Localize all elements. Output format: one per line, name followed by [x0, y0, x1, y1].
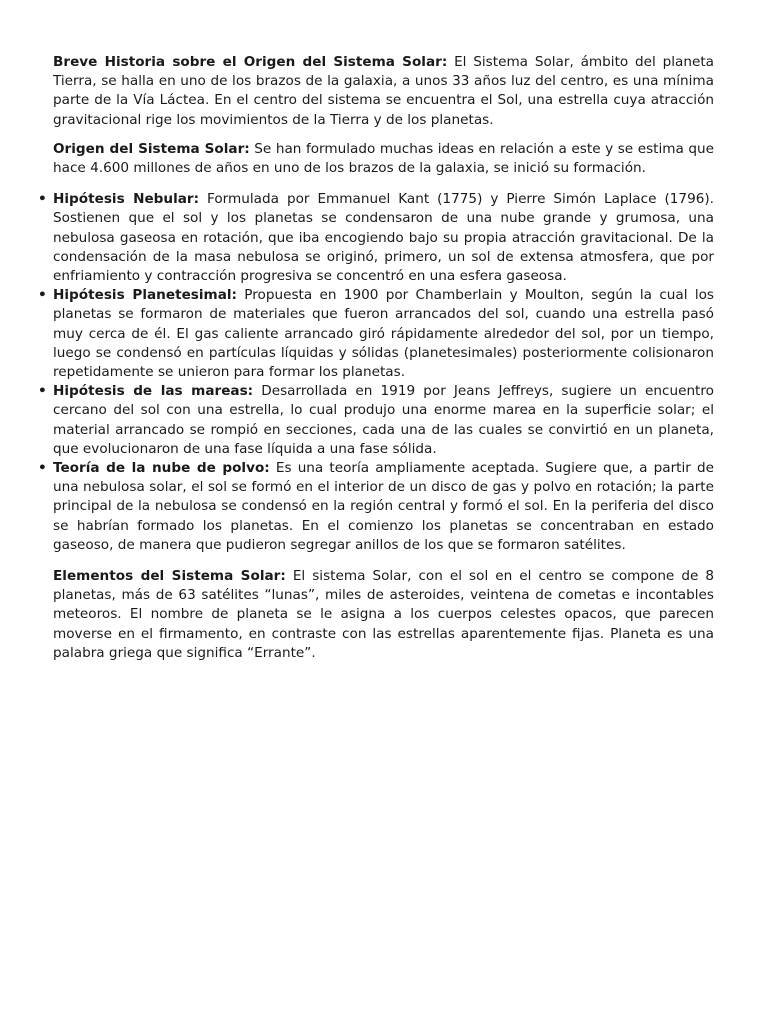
hypothesis-mareas — [38, 382, 714, 459]
bullet-icon: • — [38, 460, 47, 477]
bullet-icon: • — [38, 383, 47, 400]
theory-nube-polvo — [38, 459, 714, 555]
intro-text: El Sistema Solar, ámbito del planeta Tierra, se halla en uno de los brazos de la galaxia, a unos 33 años luz del centro, es una mínima parte de la Vía Láctea. En el centro del sistema se encuentra el Sol, una estrella cuya atracción gravitacional rige los movimientos de la Tierra y de los planetas. — [53, 54, 714, 128]
elements-text: El sistema Solar, con el sol en el centro se compone de 8 planetas, más de 63 satélites “lunas”, miles de asteroides, veintena de cometas e incontables meteoros. El nombre de planeta se le asigna a los cuerpos celestes opacos, que parecen moverse en el firmamento, en contraste con las estrellas aparentemente fijas. Planeta es una palabra griega que significa “Errante”. — [53, 568, 714, 661]
hypothesis-heading: Teoría de la nube de polvo: — [53, 460, 270, 477]
hypothesis-text: Formulada por Emmanuel Kant (1775) y Pierre Simón Laplace (1796). Sostienen que el sol y los planetas se condensaron de una nube grande y grumosa, una nebulosa gaseosa en rotación, que iba encogiendo bajo su propia atracción gravitacional. De la condensación de la masa nebulosa se originó, primero, un sol de extensa atmosfera, que por enfriamiento y contracción progresiva se concentró en una esfera gaseosa. — [53, 191, 714, 285]
hypothesis-text: Es una teoría ampliamente aceptada. Sugiere que, a partir de una nebulosa solar, el sol se formó en el interior de un disco de gas y polvo en rotación; la parte principal de la nebulosa se condensó en la región central y formó el sol. En la periferia del disco se habrían formado los planetas. En el comienzo los planetas se concentraban en estado gaseoso, de manera que pudieron segregar anillos de los que se formaron satélites. — [53, 460, 714, 553]
hypotheses-list — [38, 190, 714, 555]
hypothesis-text: Propuesta en 1900 por Chamberlain y Moulton, según la cual los planetas se formaron de materiales que fueron arrancados del sol, cuando una estrella pasó muy cerca de él. El gas caliente arrancado giró rápidamente alrededor del sol, por un tiempo, luego se condensó en partículas líquidas y sólidas (planetesimales) posteriormente colisionaron repetidamente se unieron para formar los planetas. — [53, 287, 714, 381]
elements-heading: Elementos del Sistema Solar: — [53, 568, 286, 585]
bullet-icon: • — [38, 191, 47, 208]
intro-heading: Breve Historia sobre el Origen del Sistema Solar: — [53, 54, 448, 70]
origin-paragraph — [53, 140, 714, 178]
origin-heading: Origen del Sistema Solar: — [53, 140, 250, 157]
hypothesis-text: Desarrollada en 1919 por Jeans Jeffreys, sugiere un encuentro cercano del sol con una estrella, lo cual produjo una enorme marea en la superficie solar; el material arrancado se rompió en secciones, cada una de las cuales se convirtió en un planeta, que evolucionaron de una fase líquida a una fase sólida. — [53, 383, 714, 457]
hypothesis-heading: Hipótesis Nebular: — [53, 191, 200, 208]
hypothesis-heading: Hipótesis Planetesimal: — [53, 287, 237, 304]
origin-text: Se han formulado muchas ideas en relación a este y se estima que hace 4.600 millones de años en uno de los brazos de la galaxia, se inició su formación. — [53, 140, 714, 177]
hypothesis-nebular — [38, 190, 714, 286]
hypothesis-heading: Hipótesis de las mareas: — [53, 383, 254, 400]
hypothesis-planetesimal — [38, 286, 714, 382]
elements-paragraph — [53, 567, 714, 663]
bullet-icon: • — [38, 287, 47, 304]
intro-paragraph — [53, 53, 714, 130]
